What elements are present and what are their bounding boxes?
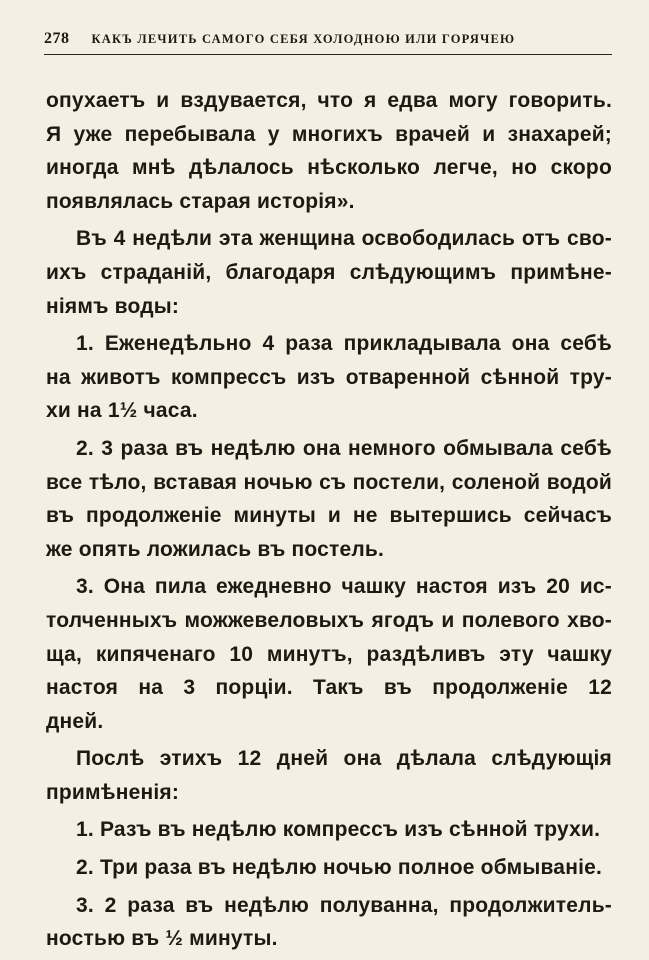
text-line: 1. Разъ въ недѣлю компрессъ изъ сѣнной трухи. — [76, 818, 601, 842]
list-item-1 — [46, 327, 612, 428]
text-line: ностью въ ½ минуты. — [46, 927, 278, 951]
text-line: толченныхъ можжевеловыхъ ягодъ и полевого хво- — [46, 608, 612, 632]
text-line: Я уже перебывала у многихъ врачей и знахарей; — [46, 122, 612, 146]
second-list-item-1 — [46, 813, 612, 847]
text-line: ихъ страданій, благодаря слѣдующимъ примѣне- — [46, 260, 612, 284]
text-line: въ продолженіе минуты и не вытершись сейчасъ — [46, 504, 612, 528]
paragraph-after — [46, 742, 612, 809]
paragraph-quote-end — [46, 84, 612, 218]
text-line: 1. Еженедѣльно 4 раза прикладывала она себѣ — [76, 332, 612, 356]
text-line: же опять ложилась въ постель. — [46, 537, 385, 561]
list-item-3 — [46, 570, 612, 738]
text-line: 2. Три раза въ недѣлю ночью полное обмываніе. — [76, 856, 603, 880]
text-line: Въ 4 недѣли эта женщина освободилась отъ сво- — [76, 227, 612, 251]
text-line: ніямъ воды: — [46, 294, 180, 318]
text-line: 3. 2 раза въ недѣлю полуванна, продолжитель- — [76, 893, 612, 917]
page-number: 278 — [44, 30, 70, 47]
body-text — [46, 84, 612, 956]
header-rule — [44, 54, 612, 55]
page-header — [44, 30, 614, 48]
paragraph-recovery — [46, 222, 612, 323]
text-line: все тѣло, вставая ночью съ постели, соленой водой — [46, 470, 612, 494]
text-line: на животъ компрессъ изъ отваренной сѣнной тру- — [46, 365, 612, 389]
text-line: хи на 1½ часа. — [46, 399, 198, 423]
second-list-item-2 — [46, 851, 612, 885]
text-line: появлялась старая исторія». — [46, 189, 355, 213]
text-line: Послѣ этихъ 12 дней она дѣлала слѣдующія — [76, 747, 612, 771]
text-line: настоя на 3 порціи. Такъ въ продолженіе 12 — [46, 676, 612, 700]
list-item-2 — [46, 432, 612, 566]
text-line: примѣненія: — [46, 780, 180, 804]
text-line: 3. Она пила ежедневно чашку настоя изъ 20 ис- — [76, 575, 612, 599]
text-line: дней. — [46, 709, 104, 733]
text-line: иногда мнѣ дѣлалось нѣсколько легче, но скоро — [46, 156, 612, 180]
text-line: ща, кипяченаго 10 минутъ, раздѣливъ эту чашку — [46, 642, 612, 666]
running-title: КАКЪ ЛЕЧИТЬ САМОГО СЕБЯ ХОЛОДНОЮ ИЛИ ГОРЯЧЕЮ — [91, 32, 516, 46]
text-line: 2. 3 раза въ недѣлю она немного обмывала себѣ — [76, 436, 612, 460]
second-list-item-3 — [46, 889, 612, 956]
text-line: опухаетъ и вздувается, что я едва могу говорить. — [46, 89, 612, 112]
